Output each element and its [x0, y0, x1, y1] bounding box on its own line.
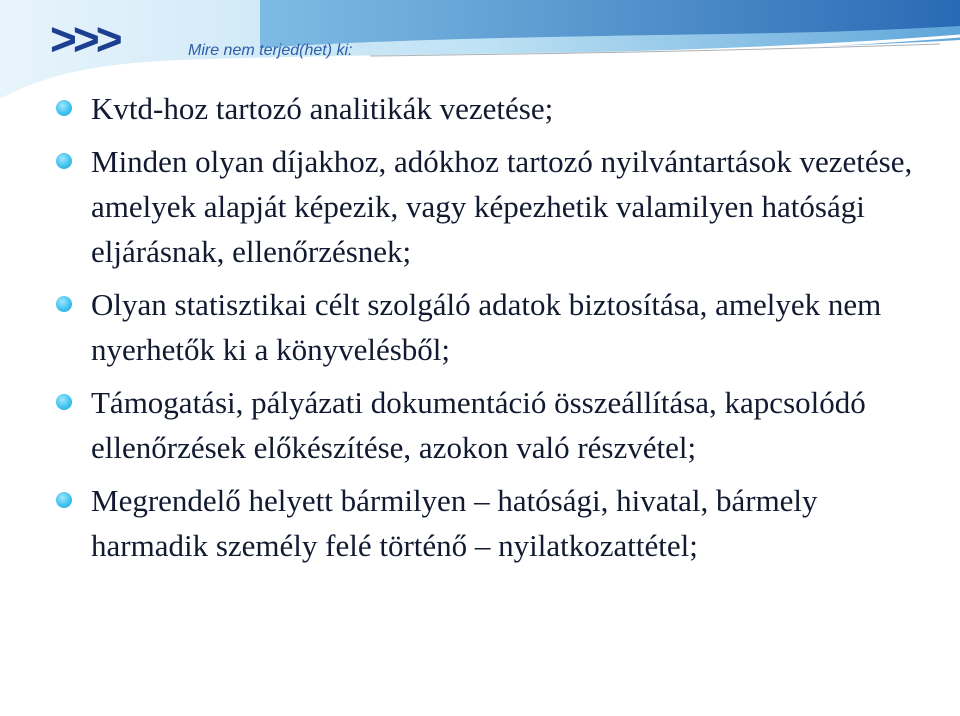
list-item [56, 380, 936, 470]
list-item-text: Támogatási, pályázati dokumentáció összeállítása, kapcsolódó ellenőrzések előkészítése, azokon való részvétel; [91, 385, 866, 465]
bullet-dot-icon [56, 296, 72, 312]
bullet-dot-icon [56, 100, 72, 116]
list-item-text: Olyan statisztikai célt szolgáló adatok biztosítása, amelyek nem nyerhetők ki a könyvelésből; [91, 287, 882, 367]
bullet-list [56, 86, 936, 576]
list-item-text: Kvtd-hoz tartozó analitikák vezetése; [91, 91, 554, 126]
bullet-dot-icon [56, 153, 72, 169]
list-item-text: Megrendelő helyett bármilyen – hatósági, hivatal, bármely harmadik személy felé történő – nyilatkozattétel; [91, 483, 818, 563]
list-item [56, 282, 936, 372]
chevrons-logo: >>> [50, 13, 119, 65]
banner-swoosh [0, 0, 960, 100]
list-item-text: Minden olyan díjakhoz, adókhoz tartozó nyilvántartások vezetése, amelyek alapját képezik, vagy képezhetik valamilyen hatósági eljárásnak, ellenőrzésnek; [91, 144, 913, 269]
page-subtitle: Mire nem terjed(het) ki: [188, 42, 353, 59]
list-item [56, 139, 936, 274]
bullet-dot-icon [56, 492, 72, 508]
bullet-dot-icon [56, 394, 72, 410]
list-item [56, 86, 936, 131]
list-item [56, 478, 936, 568]
header-banner [0, 0, 960, 100]
